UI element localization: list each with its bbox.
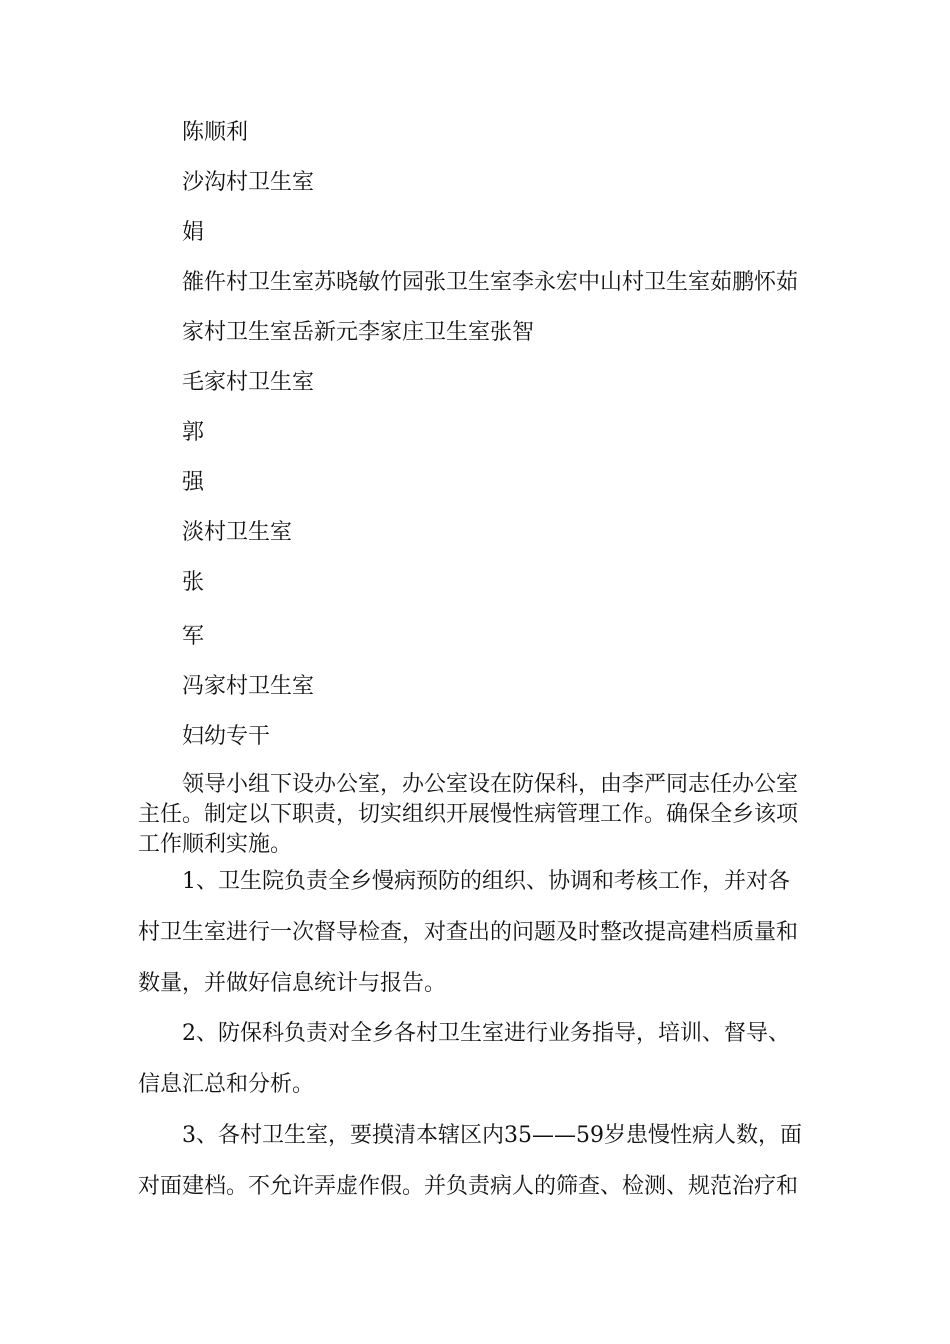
paragraph-line: 村卫生室进行一次督导检查，对查出的问题及时整改提高建档质量和 [138, 920, 799, 945]
paragraph-line: 信息汇总和分析。 [138, 1072, 315, 1097]
text-line: 郭 [182, 420, 205, 445]
text-line: 毛家村卫生室 [182, 370, 315, 395]
text-line: 家村卫生室岳新元李家庄卫生室张智 [182, 320, 535, 345]
paragraph-line: 领导小组下设办公室，办公室设在防保科，由李严同志任办公室 [138, 772, 799, 797]
text-line: 强 [182, 470, 205, 495]
paragraph-line: 1、卫生院负责全乡慢病预防的组织、协调和考核工作，并对各 [138, 869, 790, 894]
paragraph-office [138, 770, 818, 860]
text-line: 娟 [182, 220, 205, 245]
text-line: 陈顺利 [182, 120, 249, 145]
paragraph-item-2 [138, 1008, 818, 1110]
text-line: 妇幼专干 [182, 724, 271, 749]
text-line: 雒仵村卫生室苏晓敏竹园张卫生室李永宏中山村卫生室茹鹏怀茹 [182, 270, 799, 295]
text-line: 沙沟村卫生室 [182, 170, 315, 195]
paragraph-line: 3、各村卫生室，要摸清本辖区内35——59岁患慢性病人数，面 [138, 1123, 802, 1148]
text-line: 军 [182, 624, 205, 649]
text-line: 淡村卫生室 [182, 520, 293, 545]
paragraph-line: 对面建档。不允许弄虚作假。并负责病人的筛查、检测、规范治疗和 [138, 1174, 799, 1199]
text-line: 冯家村卫生室 [182, 674, 315, 699]
text-line: 张 [182, 570, 205, 595]
paragraph-line: 数量，并做好信息统计与报告。 [138, 971, 447, 996]
paragraph-line: 主任。制定以下职责，切实组织开展慢性病管理工作。确保全乡该项 [138, 802, 799, 827]
paragraph-item-1 [138, 856, 818, 1009]
paragraph-line: 工作顺利实施。 [138, 832, 293, 857]
paragraph-item-3 [138, 1110, 818, 1212]
paragraph-line: 2、防保科负责对全乡各村卫生室进行业务指导，培训、督导、 [138, 1021, 790, 1046]
